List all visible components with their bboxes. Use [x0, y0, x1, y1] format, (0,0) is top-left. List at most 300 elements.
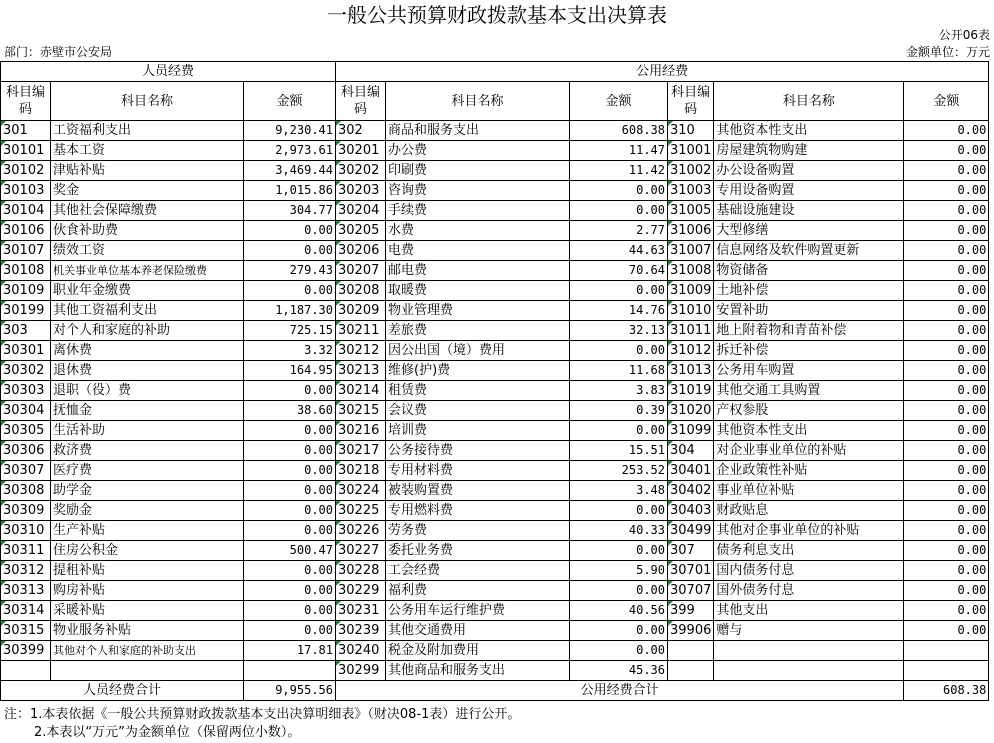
- code-cell: 399: [668, 601, 714, 621]
- amount-cell: 44.63: [570, 241, 668, 261]
- header-row-columns: [1, 82, 989, 121]
- amount-cell: 11.47: [570, 141, 668, 161]
- name-cell: 电费: [386, 241, 570, 261]
- header-code: 科目编码: [668, 82, 714, 121]
- name-cell: 产权参股: [714, 401, 904, 421]
- amount-cell: 0.00: [904, 561, 989, 581]
- name-cell: 对企业事业单位的补贴: [714, 441, 904, 461]
- amount-cell: 0.00: [244, 561, 336, 581]
- code-cell: 30499: [668, 521, 714, 541]
- name-cell: 税金及附加费用: [386, 641, 570, 661]
- amount-cell: 0.00: [904, 221, 989, 241]
- name-cell: 津贴补贴: [51, 161, 244, 181]
- code-cell: 310: [668, 121, 714, 141]
- name-cell: 医疗费: [51, 461, 244, 481]
- code-cell: 30305: [1, 421, 51, 441]
- name-cell: 因公出国（境）费用: [386, 341, 570, 361]
- code-cell: 31003: [668, 181, 714, 201]
- name-cell: 委托业务费: [386, 541, 570, 561]
- public-total-amount: 608.38: [904, 681, 989, 701]
- name-cell: 对个人和家庭的补助: [51, 321, 244, 341]
- code-cell: 30239: [336, 621, 386, 641]
- table-row: [1, 581, 989, 601]
- code-cell: 31011: [668, 321, 714, 341]
- name-cell: 救济费: [51, 441, 244, 461]
- table-row: [1, 341, 989, 361]
- name-cell: 培训费: [386, 421, 570, 441]
- unit-label: 金额单位：万元: [905, 45, 990, 59]
- code-cell: 30101: [1, 141, 51, 161]
- name-cell: 其他工资福利支出: [51, 301, 244, 321]
- table-row: [1, 221, 989, 241]
- amount-cell: 1,015.86: [244, 181, 336, 201]
- name-cell: 其他对个人和家庭的补助支出: [51, 641, 244, 661]
- table-row: [1, 121, 989, 141]
- name-cell: 其他对企事业单位的补贴: [714, 521, 904, 541]
- personnel-total-label: 人员经费合计: [1, 681, 244, 701]
- amount-cell: 3.32: [244, 341, 336, 361]
- name-cell: [714, 641, 904, 661]
- code-cell: 31001: [668, 141, 714, 161]
- name-cell: 印刷费: [386, 161, 570, 181]
- code-cell: 30240: [336, 641, 386, 661]
- name-cell: [51, 661, 244, 681]
- name-cell: 差旅费: [386, 321, 570, 341]
- code-cell: 31006: [668, 221, 714, 241]
- code-cell: 30224: [336, 481, 386, 501]
- amount-cell: 0.00: [904, 241, 989, 261]
- code-cell: 30216: [336, 421, 386, 441]
- code-cell: 30207: [336, 261, 386, 281]
- amount-cell: 14.76: [570, 301, 668, 321]
- name-cell: 被装购置费: [386, 481, 570, 501]
- name-cell: 提租补贴: [51, 561, 244, 581]
- name-cell: 公务用车运行维护费: [386, 601, 570, 621]
- name-cell: 离休费: [51, 341, 244, 361]
- name-cell: 手续费: [386, 201, 570, 221]
- amount-cell: 0.00: [244, 601, 336, 621]
- code-cell: 30315: [1, 621, 51, 641]
- amount-cell: 0.00: [244, 441, 336, 461]
- amount-cell: 1,187.30: [244, 301, 336, 321]
- amount-cell: 0.00: [904, 181, 989, 201]
- code-cell: 31010: [668, 301, 714, 321]
- code-cell: 30227: [336, 541, 386, 561]
- name-cell: 伙食补助费: [51, 221, 244, 241]
- code-cell: 30199: [1, 301, 51, 321]
- table-row: [1, 281, 989, 301]
- code-cell: 30402: [668, 481, 714, 501]
- amount-cell: 0.39: [570, 401, 668, 421]
- amount-cell: 0.00: [904, 281, 989, 301]
- amount-cell: 0.00: [570, 581, 668, 601]
- code-cell: 30312: [1, 561, 51, 581]
- table-row: [1, 201, 989, 221]
- name-cell: 安置补助: [714, 301, 904, 321]
- table-row: [1, 621, 989, 641]
- table-row: [1, 501, 989, 521]
- header-amount: 金额: [570, 82, 668, 121]
- name-cell: 物业服务补贴: [51, 621, 244, 641]
- name-cell: 绩效工资: [51, 241, 244, 261]
- code-cell: 30213: [336, 361, 386, 381]
- name-cell: 其他资本性支出: [714, 121, 904, 141]
- amount-cell: 0.00: [904, 501, 989, 521]
- amount-cell: 11.68: [570, 361, 668, 381]
- amount-cell: 304.77: [244, 201, 336, 221]
- amount-cell: 0.00: [570, 541, 668, 561]
- name-cell: 房屋建筑物购建: [714, 141, 904, 161]
- code-cell: 30701: [668, 561, 714, 581]
- name-cell: 会议费: [386, 401, 570, 421]
- code-cell: 30208: [336, 281, 386, 301]
- code-cell: 301: [1, 121, 51, 141]
- code-cell: 30303: [1, 381, 51, 401]
- code-cell: 302: [336, 121, 386, 141]
- amount-cell: 0.00: [244, 481, 336, 501]
- name-cell: 物业管理费: [386, 301, 570, 321]
- code-cell: 303: [1, 321, 51, 341]
- code-cell: 30203: [336, 181, 386, 201]
- header-public: 公用经费: [336, 62, 989, 82]
- name-cell: 国外债务付息: [714, 581, 904, 601]
- code-cell: 31099: [668, 421, 714, 441]
- name-cell: 工资福利支出: [51, 121, 244, 141]
- table-row: [1, 361, 989, 381]
- name-cell: 信息网络及软件购置更新: [714, 241, 904, 261]
- code-cell: 30108: [1, 261, 51, 281]
- name-cell: 职业年金缴费: [51, 281, 244, 301]
- amount-cell: 0.00: [570, 341, 668, 361]
- header-row-groups: [1, 62, 989, 82]
- code-cell: 30311: [1, 541, 51, 561]
- page-title: 一般公共预算财政拨款基本支出决算表: [327, 3, 667, 27]
- amount-cell: 0.00: [904, 621, 989, 641]
- table-code: 公开06表: [938, 28, 990, 42]
- amount-cell: 3,469.44: [244, 161, 336, 181]
- code-cell: 30107: [1, 241, 51, 261]
- name-cell: 福利费: [386, 581, 570, 601]
- table-row: [1, 601, 989, 621]
- code-cell: 30201: [336, 141, 386, 161]
- table-row: [1, 461, 989, 481]
- code-cell: [668, 661, 714, 681]
- code-cell: 30214: [336, 381, 386, 401]
- amount-cell: 2,973.61: [244, 141, 336, 161]
- name-cell: 财政贴息: [714, 501, 904, 521]
- amount-cell: 0.00: [904, 321, 989, 341]
- header-name: 科目名称: [714, 82, 904, 121]
- note-2: 2.本表以“万元”为金额单位（保留两位小数）。: [34, 725, 301, 740]
- personnel-total-amount: 9,955.56: [244, 681, 336, 701]
- code-cell: 30109: [1, 281, 51, 301]
- amount-cell: 3.48: [570, 481, 668, 501]
- amount-cell: 0.00: [570, 641, 668, 661]
- amount-cell: 0.00: [904, 581, 989, 601]
- name-cell: [714, 661, 904, 681]
- name-cell: 企业政策性补贴: [714, 461, 904, 481]
- amount-cell: 0.00: [570, 181, 668, 201]
- note-1: 注：1.本表依据《一般公共预算财政拨款基本支出决算明细表》（财决08-1表）进行公开。: [4, 707, 521, 722]
- name-cell: 其他资本性支出: [714, 421, 904, 441]
- code-cell: 30215: [336, 401, 386, 421]
- amount-cell: 725.15: [244, 321, 336, 341]
- name-cell: 其他交通费用: [386, 621, 570, 641]
- code-cell: 30202: [336, 161, 386, 181]
- code-cell: 30310: [1, 521, 51, 541]
- code-cell: 30309: [1, 501, 51, 521]
- table-row: [1, 641, 989, 661]
- name-cell: 专用设备购置: [714, 181, 904, 201]
- name-cell: 住房公积金: [51, 541, 244, 561]
- amount-cell: 9,230.41: [244, 121, 336, 141]
- code-cell: 31005: [668, 201, 714, 221]
- name-cell: 专用燃料费: [386, 501, 570, 521]
- name-cell: 维修(护)费: [386, 361, 570, 381]
- amount-cell: 0.00: [904, 601, 989, 621]
- code-cell: 307: [668, 541, 714, 561]
- table-row: [1, 381, 989, 401]
- name-cell: 专用材料费: [386, 461, 570, 481]
- amount-cell: 0.00: [904, 381, 989, 401]
- name-cell: 机关事业单位基本养老保险缴费: [51, 261, 244, 281]
- amount-cell: 164.95: [244, 361, 336, 381]
- amount-cell: 0.00: [904, 521, 989, 541]
- amount-cell: 0.00: [904, 341, 989, 361]
- table-row: [1, 541, 989, 561]
- amount-cell: 0.00: [904, 421, 989, 441]
- amount-cell: 0.00: [904, 541, 989, 561]
- table-row: [1, 481, 989, 501]
- amount-cell: 0.00: [570, 201, 668, 221]
- table-row: [1, 301, 989, 321]
- header-name: 科目名称: [386, 82, 570, 121]
- table-row: [1, 321, 989, 341]
- amount-cell: 15.51: [570, 441, 668, 461]
- name-cell: 公务接待费: [386, 441, 570, 461]
- amount-cell: 0.00: [244, 521, 336, 541]
- name-cell: 劳务费: [386, 521, 570, 541]
- department-label: 部门：赤壁市公安局: [4, 45, 113, 59]
- amount-cell: 0.00: [244, 621, 336, 641]
- amount-cell: 0.00: [244, 221, 336, 241]
- code-cell: 30231: [336, 601, 386, 621]
- code-cell: 31002: [668, 161, 714, 181]
- header-code: 科目编码: [336, 82, 386, 121]
- name-cell: 租赁费: [386, 381, 570, 401]
- code-cell: [668, 641, 714, 661]
- code-cell: 30104: [1, 201, 51, 221]
- code-cell: 30103: [1, 181, 51, 201]
- table-row: [1, 401, 989, 421]
- amount-cell: 11.42: [570, 161, 668, 181]
- code-cell: 30225: [336, 501, 386, 521]
- name-cell: 物资储备: [714, 261, 904, 281]
- code-cell: 30314: [1, 601, 51, 621]
- code-cell: 304: [668, 441, 714, 461]
- name-cell: 大型修缮: [714, 221, 904, 241]
- code-cell: 31007: [668, 241, 714, 261]
- code-cell: 31013: [668, 361, 714, 381]
- amount-cell: 17.81: [244, 641, 336, 661]
- amount-cell: 0.00: [904, 401, 989, 421]
- code-cell: 30302: [1, 361, 51, 381]
- code-cell: 31009: [668, 281, 714, 301]
- code-cell: 30228: [336, 561, 386, 581]
- code-cell: 30218: [336, 461, 386, 481]
- table-row: [1, 181, 989, 201]
- name-cell: 其他交通工具购置: [714, 381, 904, 401]
- table-row: [1, 661, 989, 681]
- name-cell: 事业单位补贴: [714, 481, 904, 501]
- code-cell: 30707: [668, 581, 714, 601]
- code-cell: 30304: [1, 401, 51, 421]
- name-cell: 基本工资: [51, 141, 244, 161]
- amount-cell: 45.36: [570, 661, 668, 681]
- name-cell: 债务利息支出: [714, 541, 904, 561]
- amount-cell: 0.00: [904, 361, 989, 381]
- code-cell: 31020: [668, 401, 714, 421]
- code-cell: 30106: [1, 221, 51, 241]
- name-cell: 采暖补贴: [51, 601, 244, 621]
- amount-cell: 0.00: [904, 461, 989, 481]
- amount-cell: 0.00: [244, 581, 336, 601]
- name-cell: 地上附着物和青苗补偿: [714, 321, 904, 341]
- amount-cell: 0.00: [904, 161, 989, 181]
- code-cell: 30206: [336, 241, 386, 261]
- code-cell: 30212: [336, 341, 386, 361]
- public-total-label: 公用经费合计: [336, 681, 904, 701]
- amount-cell: 0.00: [570, 421, 668, 441]
- code-cell: 30229: [336, 581, 386, 601]
- amount-cell: 0.00: [904, 301, 989, 321]
- amount-cell: 0.00: [904, 261, 989, 281]
- code-cell: 30226: [336, 521, 386, 541]
- code-cell: 30299: [336, 661, 386, 681]
- amount-cell: 253.52: [570, 461, 668, 481]
- name-cell: 助学金: [51, 481, 244, 501]
- amount-cell: 32.13: [570, 321, 668, 341]
- amount-cell: 0.00: [904, 141, 989, 161]
- expenditure-table: [0, 61, 989, 701]
- amount-cell: 0.00: [244, 281, 336, 301]
- table-row: [1, 261, 989, 281]
- header-code: 科目编码: [1, 82, 51, 121]
- amount-cell: [904, 641, 989, 661]
- name-cell: 生产补贴: [51, 521, 244, 541]
- amount-cell: 2.77: [570, 221, 668, 241]
- amount-cell: 279.43: [244, 261, 336, 281]
- code-cell: 39906: [668, 621, 714, 641]
- code-cell: 30102: [1, 161, 51, 181]
- code-cell: 31019: [668, 381, 714, 401]
- name-cell: 咨询费: [386, 181, 570, 201]
- amount-cell: 0.00: [570, 621, 668, 641]
- amount-cell: 40.33: [570, 521, 668, 541]
- amount-cell: 0.00: [904, 201, 989, 221]
- code-cell: 30209: [336, 301, 386, 321]
- name-cell: 其他社会保障缴费: [51, 201, 244, 221]
- amount-cell: 608.38: [570, 121, 668, 141]
- name-cell: 购房补贴: [51, 581, 244, 601]
- table-row: [1, 421, 989, 441]
- table-row: [1, 161, 989, 181]
- amount-cell: 500.47: [244, 541, 336, 561]
- amount-cell: 70.64: [570, 261, 668, 281]
- code-cell: 30204: [336, 201, 386, 221]
- amount-cell: 0.00: [570, 501, 668, 521]
- table-row: [1, 441, 989, 461]
- name-cell: 土地补偿: [714, 281, 904, 301]
- amount-cell: 0.00: [244, 381, 336, 401]
- header-amount: 金额: [244, 82, 336, 121]
- name-cell: 国内债务付息: [714, 561, 904, 581]
- code-cell: 30403: [668, 501, 714, 521]
- name-cell: 赠与: [714, 621, 904, 641]
- code-cell: [1, 661, 51, 681]
- name-cell: 基础设施建设: [714, 201, 904, 221]
- table-row: [1, 561, 989, 581]
- amount-cell: 0.00: [904, 441, 989, 461]
- amount-cell: 0.00: [570, 281, 668, 301]
- amount-cell: [904, 661, 989, 681]
- header-personnel: 人员经费: [1, 62, 336, 82]
- name-cell: 退休费: [51, 361, 244, 381]
- name-cell: 办公费: [386, 141, 570, 161]
- table-row: [1, 241, 989, 261]
- name-cell: 取暖费: [386, 281, 570, 301]
- code-cell: 30205: [336, 221, 386, 241]
- name-cell: 商品和服务支出: [386, 121, 570, 141]
- header-amount: 金额: [904, 82, 989, 121]
- amount-cell: 0.00: [904, 481, 989, 501]
- name-cell: 奖金: [51, 181, 244, 201]
- name-cell: 其他商品和服务支出: [386, 661, 570, 681]
- name-cell: 奖励金: [51, 501, 244, 521]
- table-row: [1, 141, 989, 161]
- code-cell: 30211: [336, 321, 386, 341]
- name-cell: 生活补助: [51, 421, 244, 441]
- name-cell: 抚恤金: [51, 401, 244, 421]
- name-cell: 公务用车购置: [714, 361, 904, 381]
- code-cell: 30301: [1, 341, 51, 361]
- amount-cell: 40.56: [570, 601, 668, 621]
- amount-cell: 0.00: [904, 121, 989, 141]
- amount-cell: 0.00: [244, 241, 336, 261]
- code-cell: 30401: [668, 461, 714, 481]
- amount-cell: 38.60: [244, 401, 336, 421]
- code-cell: 30313: [1, 581, 51, 601]
- code-cell: 31008: [668, 261, 714, 281]
- name-cell: 邮电费: [386, 261, 570, 281]
- code-cell: 30399: [1, 641, 51, 661]
- name-cell: 办公设备购置: [714, 161, 904, 181]
- name-cell: 水费: [386, 221, 570, 241]
- amount-cell: 0.00: [244, 501, 336, 521]
- amount-cell: [244, 661, 336, 681]
- table-row: [1, 521, 989, 541]
- amount-cell: 0.00: [244, 461, 336, 481]
- code-cell: 30308: [1, 481, 51, 501]
- code-cell: 31012: [668, 341, 714, 361]
- code-cell: 30307: [1, 461, 51, 481]
- header-name: 科目名称: [51, 82, 244, 121]
- name-cell: 其他支出: [714, 601, 904, 621]
- name-cell: 工会经费: [386, 561, 570, 581]
- name-cell: 拆迁补偿: [714, 341, 904, 361]
- code-cell: 30306: [1, 441, 51, 461]
- name-cell: 退职（役）费: [51, 381, 244, 401]
